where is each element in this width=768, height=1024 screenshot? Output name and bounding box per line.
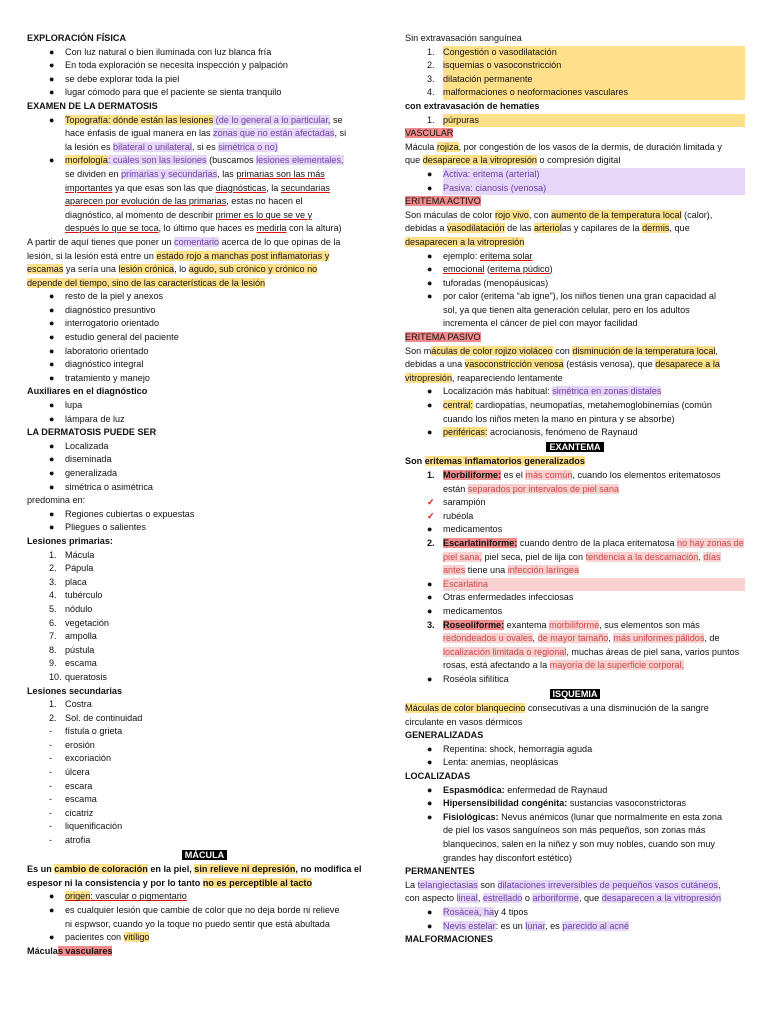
list-item: [405, 114, 745, 128]
bullet-marker: ●: [49, 413, 55, 424]
heading-examen: EXAMEN DE LA DERMATOSIS: [27, 100, 158, 111]
heading-exploracion: EXPLORACIÓN FÍSICA: [27, 33, 127, 43]
list-item-text: tubérculo: [65, 590, 103, 601]
bullet-marker: ●: [427, 277, 433, 288]
list-item-text: laboratorio orientado: [65, 345, 149, 356]
bullet-marker: ●: [427, 250, 433, 261]
list-item: [27, 807, 382, 821]
bullet-marker: ●: [427, 592, 433, 603]
dash-marker: -: [49, 739, 53, 750]
list-item: [27, 331, 382, 345]
bullet-marker: ●: [49, 155, 55, 166]
list-item-text: Regiones cubiertas o expuestas: [65, 508, 195, 519]
list-item-text: simétrica o asimétrica: [65, 481, 153, 492]
list-item-text: Costra: [65, 699, 92, 710]
list-item-text: se debe explorar toda la piel: [65, 73, 180, 84]
list-item: [27, 644, 382, 658]
list-item: [27, 413, 382, 427]
dash-marker: -: [49, 753, 53, 764]
dash-marker: -: [49, 767, 53, 778]
list-item-text: excoriación: [65, 753, 111, 764]
bullet-marker: ●: [427, 907, 433, 917]
list-item: [27, 453, 382, 467]
list-item-text: interrogatorio orientado: [65, 318, 160, 329]
number-marker: 4.: [427, 87, 435, 98]
number-marker: 1.: [427, 114, 435, 125]
number-marker: 7.: [49, 631, 57, 642]
bullet-marker: ●: [49, 400, 55, 411]
list-item-text: Pasiva: cianosis (venosa): [443, 182, 745, 196]
list-item: [27, 549, 382, 563]
bullet-marker: ●: [49, 114, 55, 125]
bullet-marker: ●: [49, 345, 55, 356]
list-item: [27, 562, 382, 576]
list-item-text: púrpuras: [443, 114, 745, 128]
list-item-text: Pápula: [65, 563, 94, 574]
list-item: [27, 508, 382, 522]
dash-marker: -: [49, 794, 53, 805]
bullet-marker: ●: [49, 522, 55, 533]
bullet-marker: ●: [427, 524, 433, 535]
con-extravasacion-heading: con extravasación de hematíes: [405, 100, 540, 111]
number-marker: 2.: [427, 60, 435, 71]
comentario-paragraph: A partir de aquí tienes que poner un comentario acerca de lo que opinas de la lesión, si la lesión está entre un estado rojo a manchas post inflamatorias y escamas ya sería una lesión crónica, lo agudo, sub crónico y crónico no depende del tiempo, sino de las características de la lesión: [27, 236, 341, 288]
bullet-marker: ●: [427, 264, 433, 275]
predomina-label: predomina en:: [27, 495, 86, 506]
list-item: [27, 589, 382, 603]
escarlatiniforme-item: 2. Escarlatiniforme: cuando dentro de la placa eritematosa no hay zonas de piel sana, piel seca, piel de lija con tendencia a la descamación, días antes tiene una infección laríngea: [427, 537, 744, 576]
list-item-text: Otras enfermedades infecciosas: [443, 592, 574, 603]
list-item-text: generalizada: [65, 468, 118, 478]
bullet-marker: ●: [49, 372, 55, 383]
list-item-text: Repentina: shock, hemorragia aguda: [443, 743, 593, 754]
list-item: [27, 739, 382, 753]
secundarias-dash-list: [27, 725, 382, 847]
sin-extravasacion-list: [405, 46, 745, 100]
macula-vitiligo-item: ● pacientes con vitíligo: [27, 931, 382, 945]
list-item-text: diagnóstico integral: [65, 359, 144, 370]
list-item: [27, 766, 382, 780]
list-item-text: Sol. de continuidad: [65, 712, 143, 723]
bullet-marker: ●: [427, 743, 433, 754]
bullet-marker: ●: [49, 291, 55, 302]
list-item-text: diagnóstico presuntivo: [65, 304, 156, 315]
list-item: [27, 467, 382, 481]
list-item: [405, 168, 745, 182]
bullet-marker: ●: [427, 168, 433, 179]
macula-desc-item: ● es cualquier lesión que cambie de color que no deja borde ni relieve ni espwsor, cuando yo la toque no puedo sentir que está abultada: [27, 904, 382, 931]
bullet-marker: ●: [49, 932, 55, 943]
bullet-marker: ●: [49, 468, 55, 478]
heading-puede-ser: LA DERMATOSIS PUEDE SER: [27, 427, 157, 438]
list-item-text: Localizada: [65, 440, 109, 451]
number-marker: 3.: [49, 576, 57, 587]
right-column: Sin extravasación sanguínea 1. Congestión o vasodilatación 2. isquemias o vasoconstricción 3. dilatación permanente 4. malformaciones o neoformaciones vasculares con extravasación de hematíes 1. púrpuras VASCULAR Mácula rojiza, por congestión de los vasos de la dermis, de duración limitada y que desaparece a la vitropresión o compresión digital ● Activa: eritema (arterial) ● Pasiva: cianosis (venosa) ERITEMA ACTIVO Son máculas de color rojo vivo, con aumento de la temperatura local (calor), debidas a vasodilatación de las arteriolas y capilares de la dermis, que desaparecen a la vitropresión ● ejemplo: eritema solar ● emocional (eritema púdico) ● tuforadas (menopáusicas) ● por calor (eritema “ab igne”), los niños tienen una gran capacidad al sol, ya que tienen alta generación celular, pero en los adultos incrementa el cáncer de piel con mayor facilidad ERITEMA PASIVO Son máculas de color rojizo violáceo con disminución de la temperatura local, debidas a una vasoconstricción venosa (estásis venosa), que desaparece a la vitropresión, reapareciendo lentamente ● Localización más habitual: simétrica en zonas distales ● central: cardiopatías, neumopatías, metahemoglobinemias (común cuando los niños meten la mano en pintura y se absorbe) ● periféricas: acrocianosis, fenómeno de Raynaud EXANTEMA Son eritemas inflamatorios generalizados 1. Morbiliforme: es el más común, cuando los elementos eritematosos están separados por intervalos de piel sana ✓ sarampión ✓ rubéola ● medicamentos 2. Escarlatiniforme: cuando dentro de la placa eritematosa no hay zonas de piel sana, piel seca, piel de lija con tendencia a la descamación, días antes tiene una infección laríngea ● Escarlatina ● Otras enfermedades infecciosas ● medicamentos 3. Roseoliforme: exantema morbiliforme, sus elementos son más redondeados u ovales, de mayor tamaño, más uniformes pálidos, de localización limitada o regional, muchas áreas de piel sana, varios puntos rosas, está afectando a la mayoría de la superficie corporal, ● Roséola sifilítica ISQUEMIA Máculas de color blanquecino consecutivas a una disminución de la sangre circulante en vasos dérmicos GENERALIZADAS ● Repentina: shock, hemorragia aguda ● Lenta: anemias, neoplásicas LOCALIZADAS ● Espasmódica: enfermedad de Raynaud ● Hipersensibilidad congénita: sustancias vasoconstrictoras ● Fisiológicas: Nevus anémicos (lunar que normalmente en esta zona de piel los vasos sanguíneos son más pequeños, son zonas más blanquecinos, salen en la niñez y son muy nobles, cuando son muy grandes hay disconfort estético) PERMANENTES La telangiectasias son dilataciones irreversibles de pequeños vasos cutáneos, con aspecto lineal, estrellado o arboriforme, que desaparecen a la vitropresión ● Rosácea, hay 4 tipos ● Nevis estelar: es un lunar, es parecido al acné MALFORMACIONES: [405, 32, 745, 947]
list-item: [405, 496, 745, 510]
bullet-marker: ●: [49, 73, 55, 84]
list-item: [27, 317, 382, 331]
number-marker: 1.: [49, 549, 57, 560]
list-item: [27, 358, 382, 372]
list-item: [27, 657, 382, 671]
number-marker: 2.: [49, 563, 57, 574]
list-item-text: rubéola: [443, 510, 474, 521]
exploracion-list: [27, 46, 382, 100]
dash-marker: -: [49, 726, 53, 737]
list-item: [405, 523, 745, 537]
list-item: [405, 86, 745, 100]
list-item: [27, 712, 382, 726]
macula-definition: Es un cambio de coloración en la piel, sin relieve ni depresión, no modifica el espesor ni la consistencia y por lo tanto no es perceptible al tacto: [27, 864, 362, 888]
list-item: [27, 440, 382, 454]
list-item: [27, 820, 382, 834]
bullet-marker: ●: [427, 605, 433, 616]
list-item-text: lupa: [65, 400, 83, 411]
generalizadas-list: [405, 743, 745, 770]
list-item-text: tratamiento y manejo: [65, 372, 150, 383]
bullet-marker: ●: [427, 182, 433, 193]
bullet-marker: ●: [427, 386, 433, 397]
list-item: [405, 59, 745, 73]
number-marker: 8.: [49, 644, 57, 655]
list-item-text: lugar cómodo para que el paciente se sienta tranquilo: [65, 87, 282, 98]
list-item-text: resto de la piel y anexos: [65, 291, 164, 302]
title-vascular: VASCULAR: [405, 128, 454, 139]
bullet-marker: ●: [427, 673, 433, 684]
list-item: [27, 698, 382, 712]
bullet-marker: ●: [49, 304, 55, 315]
number-marker: 3.: [427, 73, 435, 84]
list-item: [405, 743, 745, 757]
heading-malformaciones: MALFORMACIONES: [405, 934, 493, 945]
heading-generalizadas: GENERALIZADAS: [405, 730, 484, 741]
list-item: [27, 725, 382, 739]
list-item: [405, 182, 745, 196]
secundarias-numbered-list: [27, 698, 382, 725]
list-item: [27, 671, 382, 685]
morfologia-item: ● morfología: cuáles son las lesiones (buscamos lesiones elementales, se dividen en primarias y secundarias, las primarias son las más importantes ya que esas son las que diagnósticas, la secundarias aparecen por evolución de las primarias, estas no hacen el diagnóstico, al momento de describir primer es lo que se ve y después lo que se toca, lo último que haces es medirla con la altura): [27, 154, 382, 236]
number-marker: 10.: [49, 671, 62, 682]
heading-secundarias: Lesiones secundarias: [27, 685, 123, 696]
number-marker: 4.: [49, 590, 57, 601]
list-item: [405, 605, 745, 619]
list-item-text: medicamentos: [443, 524, 503, 535]
list-item-text: Roséola sifilítica: [443, 673, 509, 684]
number-marker: 2.: [49, 712, 57, 723]
bullet-marker: ●: [427, 291, 433, 302]
dash-marker: -: [49, 807, 53, 818]
list-item-text: escama: [65, 658, 97, 669]
list-item-text: sarampión: [443, 497, 486, 508]
list-item-text: diseminada: [65, 454, 112, 465]
list-item-text: malformaciones o neoformaciones vasculares: [443, 86, 745, 100]
list-item-text: Mácula: [65, 549, 95, 560]
list-item-text: En toda exploración se necesita inspección y palpación: [65, 60, 288, 71]
list-item-text: escama: [65, 794, 97, 805]
list-item: [27, 630, 382, 644]
list-item-text: úlcera: [65, 767, 90, 778]
primarias-list: [27, 549, 382, 685]
list-item-text: erosión: [65, 739, 95, 750]
title-isquemia: ISQUEMIA: [405, 688, 745, 702]
list-item: [27, 59, 382, 73]
list-item-text: placa: [65, 576, 87, 587]
list-item-text: estudio general del paciente: [65, 332, 179, 343]
bullet-marker: ●: [49, 454, 55, 465]
list-item-text: liquenificación: [65, 821, 123, 832]
list-item: [405, 673, 745, 687]
list-item: [27, 521, 382, 535]
list-item-text: nódulo: [65, 603, 93, 614]
list-item-text: escara: [65, 780, 93, 791]
heading-localizadas: LOCALIZADAS: [405, 771, 471, 782]
list-item-text: medicamentos: [443, 605, 503, 616]
list-item: [27, 780, 382, 794]
maculas-vasculares-heading: Máculas vasculares: [27, 945, 113, 956]
list-item: [27, 86, 382, 100]
topografia-label: Topografía: dónde están las lesiones: [65, 114, 214, 125]
sin-extravasacion-heading: Sin extravasación sanguínea: [405, 33, 522, 43]
examen-list: [27, 290, 382, 385]
list-item: [27, 834, 382, 848]
title-eritema-pasivo: ERITEMA PASIVO: [405, 332, 481, 343]
heading-primarias: Lesiones primarias:: [27, 535, 113, 546]
list-item: [27, 73, 382, 87]
bullet-marker: ●: [49, 87, 55, 98]
predomina-list: [27, 508, 382, 535]
roseoliforme-item: 3. Roseoliforme: exantema morbiliforme, sus elementos son más redondeados u ovales, de mayor tamaño, más uniformes pálidos, de localización limitada o regional, muchas áreas de piel sana, varios puntos rosas, está afectando a la mayoría de la superficie corporal,: [427, 619, 740, 671]
list-item: [27, 345, 382, 359]
list-item: [405, 578, 745, 592]
vascular-list: [405, 168, 745, 195]
list-item: [405, 73, 745, 87]
number-marker: 1.: [427, 46, 435, 57]
bullet-marker: ●: [427, 400, 433, 411]
number-marker: 5.: [49, 603, 57, 614]
bullet-marker: ●: [427, 798, 433, 809]
bullet-marker: ●: [427, 757, 433, 768]
title-eritema-activo: ERITEMA ACTIVO: [405, 196, 481, 207]
bullet-marker: ●: [49, 905, 55, 915]
list-item-text: Congestión o vasodilatación: [443, 46, 745, 60]
bullet-marker: ●: [49, 891, 55, 902]
number-marker: 1.: [49, 699, 57, 710]
list-item-text: Con luz natural o bien iluminada con luz blanca fría: [65, 46, 272, 57]
title-macula: MÁCULA: [27, 849, 382, 863]
list-item: [405, 510, 745, 524]
bullet-marker: ●: [49, 60, 55, 71]
escarlatiniforme-list: [405, 578, 745, 619]
macula-origen-item: ● origen: vascular o pigmentario: [27, 890, 382, 904]
morbiliforme-item: 1. Morbiliforme: es el más común, cuando los elementos eritematosos están separados por intervalos de piel sana: [427, 470, 721, 494]
bullet-marker: ●: [427, 427, 433, 438]
bullet-marker: ●: [49, 332, 55, 343]
list-item-text: atrofia: [65, 835, 91, 846]
list-item: [27, 793, 382, 807]
bullet-marker: ●: [427, 811, 433, 822]
list-item: [27, 290, 382, 304]
list-item-text: dilatación permanente: [443, 73, 745, 87]
bullet-marker: ●: [49, 440, 55, 451]
list-item-text: queratosis: [65, 671, 107, 682]
bullet-marker: ●: [49, 359, 55, 370]
bullet-marker: ●: [427, 784, 433, 795]
list-item-text: Pliegues o salientes: [65, 522, 146, 533]
morfologia-label: morfología: [65, 155, 108, 166]
list-item: [405, 591, 745, 605]
list-item: [27, 752, 382, 766]
roseoliforme-list: [405, 673, 745, 687]
list-item-text: lámpara de luz: [65, 413, 125, 424]
list-item-text: vegetación: [65, 617, 109, 628]
list-item: [405, 46, 745, 60]
list-item: [27, 481, 382, 495]
topografia-general: (de lo general a lo particular,: [213, 114, 331, 125]
list-item-text: Lenta: anemias, neoplásicas: [443, 757, 559, 768]
dash-marker: -: [49, 821, 53, 832]
list-item: [27, 304, 382, 318]
heading-auxiliares: Auxiliares en el diagnóstico: [27, 386, 148, 397]
left-column: [27, 32, 382, 958]
puede-ser-list: [27, 440, 382, 494]
number-marker: 9.: [49, 658, 57, 669]
bullet-marker: ●: [427, 578, 433, 589]
check-icon: ✓: [427, 497, 435, 508]
number-marker: 6.: [49, 617, 57, 628]
dash-marker: -: [49, 835, 53, 846]
bullet-marker: ●: [49, 318, 55, 329]
dash-marker: -: [49, 780, 53, 791]
morbiliforme-list: [405, 496, 745, 537]
list-item: [27, 617, 382, 631]
con-extravasacion-list: [405, 114, 745, 128]
bullet-marker: ●: [427, 920, 433, 931]
list-item-text: ampolla: [65, 631, 97, 642]
check-icon: ✓: [427, 510, 435, 521]
list-item-text: fístula o grieta: [65, 726, 123, 737]
auxiliares-list: [27, 399, 382, 426]
topografia-item: ● Topografía: dónde están las lesiones (de lo general a lo particular, se hace énfasis de igual manera en las zonas que no están afectadas, si la lesión es bilateral o unilateral, si es simétrica o no): [27, 114, 382, 155]
heading-permanentes: PERMANENTES: [405, 866, 475, 877]
list-item: [27, 399, 382, 413]
title-exantema: EXANTEMA: [405, 441, 745, 455]
bullet-marker: ●: [49, 46, 55, 57]
list-item-text: Escarlatina: [443, 578, 745, 592]
list-item-text: cicatriz: [65, 807, 94, 818]
list-item-text: pústula: [65, 644, 95, 655]
list-item: [405, 756, 745, 770]
list-item: [27, 576, 382, 590]
list-item: [27, 603, 382, 617]
bullet-marker: ●: [49, 508, 55, 519]
list-item-text: isquemias o vasoconstricción: [443, 59, 745, 73]
list-item: [27, 46, 382, 60]
list-item: [27, 372, 382, 386]
bullet-marker: ●: [49, 481, 55, 492]
list-item-text: Activa: eritema (arterial): [443, 168, 745, 182]
